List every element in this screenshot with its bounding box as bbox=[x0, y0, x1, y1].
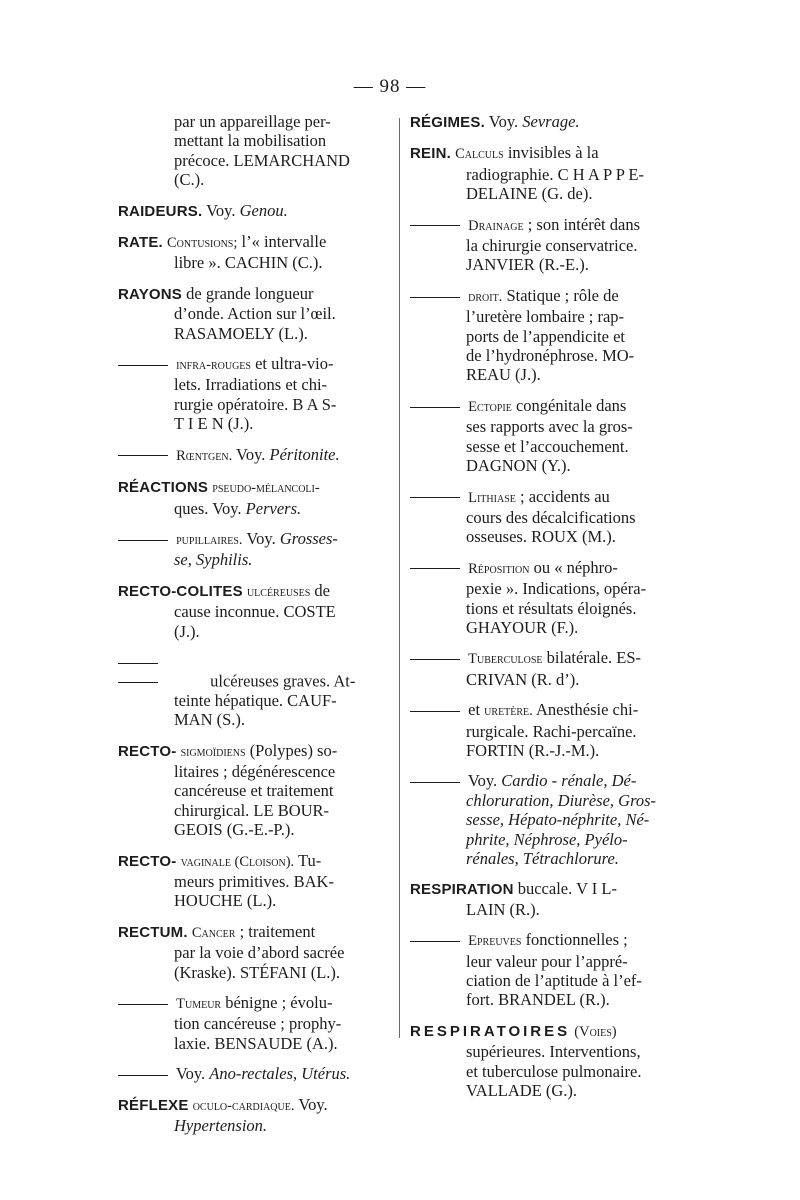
entry-text: ses rapports avec la gros- bbox=[466, 417, 633, 437]
entry-line bbox=[410, 1081, 678, 1100]
entry-line bbox=[410, 971, 678, 990]
entry-subject: Calculs bbox=[455, 146, 504, 163]
right-entry bbox=[410, 558, 678, 638]
entry-line bbox=[118, 762, 390, 781]
entry-text: fort. BRANDEL (R.). bbox=[466, 990, 610, 1010]
entry-reference: Ano-rectales, Utérus. bbox=[209, 1064, 351, 1084]
left-entry bbox=[118, 1064, 390, 1083]
entry-reference: Sevrage. bbox=[522, 112, 580, 131]
entry-line bbox=[118, 1034, 390, 1053]
entry-line bbox=[118, 499, 390, 518]
entry-subject: Drainage bbox=[468, 217, 524, 234]
entry-line bbox=[410, 184, 678, 203]
entry-text: cours des décalcifications bbox=[466, 507, 636, 527]
entry-line bbox=[118, 622, 390, 641]
entry-text: Voy. bbox=[175, 1064, 206, 1084]
entry-text: de l’hydronéphrose. MO- bbox=[466, 346, 635, 366]
entry-text: Statique ; rôle de bbox=[506, 285, 619, 305]
entry-text: (Polypes) so- bbox=[249, 740, 338, 760]
entry-text: teinte hépatique. CAUF- bbox=[174, 690, 337, 710]
entry-text: REAU (J.). bbox=[466, 365, 541, 385]
entry-text: et bbox=[468, 700, 481, 720]
entry-headword: RAIDEURS. bbox=[118, 202, 203, 220]
entry-text: tion cancéreuse ; prophy- bbox=[174, 1014, 342, 1034]
entry-text: supérieures. Interventions, bbox=[466, 1042, 641, 1062]
entry-text: par la voie d’abord sacrée bbox=[174, 943, 345, 963]
ditto-dash bbox=[118, 540, 168, 541]
right-entry bbox=[410, 487, 678, 547]
entry-text: Voy. bbox=[298, 1094, 328, 1114]
entry-first-line bbox=[118, 529, 390, 550]
entry-subject: Ectopie bbox=[468, 398, 512, 415]
entry-text: GHAYOUR (F.). bbox=[466, 617, 579, 637]
entry-text: sesse et l’accouchement. bbox=[466, 436, 629, 456]
entry-line: phrite, Néphrose, Pyélo- bbox=[466, 829, 628, 849]
entry-text: ; son intérêt dans bbox=[527, 214, 640, 234]
ditto-dash bbox=[118, 1075, 168, 1076]
entry-line bbox=[118, 304, 390, 323]
left-entry bbox=[118, 741, 390, 840]
entry-reference: Cardio - rénale, Dé- bbox=[501, 771, 637, 791]
entry-headword: RÉACTIONS bbox=[118, 479, 209, 497]
right-entry bbox=[410, 215, 678, 275]
entry-subject: pupillaires. bbox=[176, 531, 243, 548]
entry-text: DELAINE (G. de). bbox=[466, 184, 593, 204]
right-entry bbox=[410, 700, 678, 760]
entry-line: précoce. LEMARCHAND bbox=[174, 150, 350, 170]
entry-subject: Rœntgen. bbox=[176, 447, 233, 464]
left-entry bbox=[118, 477, 390, 518]
entry-first-line bbox=[410, 771, 678, 790]
left-entry bbox=[118, 1095, 390, 1136]
entry-line bbox=[118, 820, 390, 839]
ditto-dash bbox=[410, 711, 460, 712]
ditto-dash bbox=[410, 225, 460, 226]
column-divider bbox=[399, 118, 400, 1038]
entry-line bbox=[410, 417, 678, 436]
entry-first-line bbox=[410, 286, 678, 307]
entry-line bbox=[410, 1062, 678, 1081]
entry-line bbox=[410, 437, 678, 456]
entry-first-line bbox=[118, 1064, 390, 1083]
entry-first-line bbox=[118, 477, 390, 498]
entry-line bbox=[118, 691, 390, 710]
entry-line bbox=[410, 236, 678, 255]
entry-text: et ultra-vio- bbox=[255, 354, 334, 374]
entry-line bbox=[410, 741, 678, 760]
ditto-dash bbox=[118, 365, 168, 366]
entry-text: pexie ». Indications, opéra- bbox=[466, 579, 647, 599]
entry-text: chirurgical. LE BOUR- bbox=[174, 800, 330, 820]
entry-text: lets. Irradiations et chi- bbox=[174, 375, 328, 395]
entry-reference: Genou. bbox=[239, 200, 288, 220]
entry-line bbox=[410, 365, 678, 384]
entry-text: HOUCHE (L.). bbox=[174, 891, 277, 911]
entry-line: (C.). bbox=[174, 170, 205, 190]
ditto-dash bbox=[118, 455, 168, 456]
entry-text: bilatérale. ES- bbox=[546, 648, 642, 668]
left-column bbox=[118, 112, 390, 1146]
entry-subject: Cancer bbox=[191, 924, 236, 941]
left-entry bbox=[118, 284, 390, 343]
entry-line bbox=[410, 670, 678, 689]
entry-reference: Grosses- bbox=[279, 528, 338, 548]
entry-headword: RECTUM. bbox=[118, 923, 188, 941]
entry-text: congénitale dans bbox=[515, 395, 627, 415]
entry-subject: Tuberculose bbox=[468, 651, 543, 668]
entry-subject: Lithiase bbox=[468, 489, 516, 506]
entry-line bbox=[118, 710, 390, 729]
entry-text: leur valeur pour l’appré- bbox=[466, 951, 628, 971]
entry-line bbox=[118, 395, 390, 414]
entry-line bbox=[118, 963, 390, 982]
entry-text: ques. Voy. bbox=[174, 498, 246, 518]
entry-line bbox=[118, 324, 390, 343]
entry-line bbox=[410, 579, 678, 598]
entry-subject: oculo-cardiaque. bbox=[192, 1097, 295, 1114]
entry-text: de grande longueur bbox=[186, 283, 314, 303]
right-entry bbox=[410, 396, 678, 476]
entry-first-line bbox=[118, 652, 390, 691]
left-entry bbox=[118, 993, 390, 1053]
entry-subject: Tumeur bbox=[176, 996, 222, 1013]
ditto-dash bbox=[118, 652, 206, 691]
entry-first-line bbox=[118, 851, 390, 872]
page-number: — 98 — bbox=[353, 76, 427, 97]
left-entry bbox=[118, 112, 390, 190]
entry-text: Anesthésie chi- bbox=[536, 700, 639, 720]
entry-text: invisibles à la bbox=[507, 143, 599, 163]
entry-headword: RESPIRATOIRES bbox=[410, 1022, 571, 1040]
entry-first-line bbox=[410, 143, 678, 164]
entry-text: litaires ; dégénérescence bbox=[174, 761, 336, 781]
entry-line bbox=[410, 307, 678, 326]
left-entry bbox=[118, 354, 390, 434]
entry-text: Voy. bbox=[236, 444, 266, 464]
entry-line bbox=[410, 952, 678, 971]
entry-headword: RESPIRATION bbox=[410, 881, 514, 899]
entry-line bbox=[410, 1042, 678, 1061]
right-entry bbox=[410, 112, 678, 132]
right-column bbox=[410, 112, 678, 1111]
entry-line bbox=[118, 414, 390, 433]
entry-text: Voy. bbox=[467, 771, 498, 791]
ditto-dash bbox=[410, 659, 460, 660]
entry-text: ; traitement bbox=[239, 921, 316, 941]
entry-text: GEOIS (G.-E.-P.). bbox=[174, 820, 295, 840]
entry-text: d’onde. Action sur l’œil. bbox=[174, 304, 336, 324]
entry-subject: Epreuves bbox=[468, 933, 522, 950]
entry-text: ou « néphro- bbox=[533, 557, 618, 577]
entry-line: Hypertension. bbox=[174, 1116, 268, 1136]
entry-line bbox=[118, 1014, 390, 1033]
entry-text: Tu- bbox=[298, 850, 322, 870]
entry-line bbox=[410, 346, 678, 365]
entry-line: sesse, Hépato-néphrite, Né- bbox=[466, 810, 650, 830]
entry-text: (J.). bbox=[174, 621, 200, 641]
entry-text: rurgicale. Rachi-percaïne. bbox=[466, 721, 637, 741]
entry-text: l’« intervalle bbox=[241, 232, 327, 252]
ditto-dash bbox=[410, 568, 460, 569]
entry-text: LAIN (R.). bbox=[466, 899, 540, 919]
entry-line bbox=[118, 801, 390, 820]
entry-text: FORTIN (R.-J.-M.). bbox=[466, 740, 600, 760]
entry-reference: Pervers. bbox=[245, 498, 302, 518]
entry-first-line bbox=[410, 879, 678, 899]
entry-subject: ulcéreuses bbox=[246, 583, 311, 600]
entry-subject: Réposition bbox=[468, 560, 530, 577]
entry-line bbox=[410, 722, 678, 741]
entry-text: DAGNON (Y.). bbox=[466, 456, 571, 476]
entry-text: cancéreuse et traitement bbox=[174, 781, 334, 801]
entry-subject: uretère. bbox=[484, 703, 533, 720]
entry-text: radiographie. C H A P P E- bbox=[466, 164, 644, 184]
entry-text: JANVIER (R.-E.). bbox=[466, 255, 589, 275]
entry-subject: Contusions; bbox=[167, 235, 238, 252]
left-entry bbox=[118, 922, 390, 982]
entry-subject: droit. bbox=[468, 288, 503, 305]
entry-line bbox=[410, 990, 678, 1009]
entry-text: osseuses. ROUX (M.). bbox=[466, 527, 616, 547]
entry-text: Voy. bbox=[246, 528, 276, 548]
entry-text: CRIVAN (R. d’). bbox=[466, 669, 580, 689]
entry-first-line bbox=[410, 648, 678, 669]
entry-text: cause inconnue. COSTE bbox=[174, 602, 336, 622]
entry-first-line bbox=[118, 201, 390, 221]
left-entry bbox=[118, 851, 390, 911]
entry-text: fonctionnelles ; bbox=[525, 930, 628, 950]
entry-line bbox=[410, 327, 678, 346]
entry-line bbox=[410, 165, 678, 184]
entry-text: l’uretère lombaire ; rap- bbox=[466, 307, 625, 327]
entry-subject: sigmoïdiens bbox=[180, 743, 246, 760]
entry-text: ports de l’appendicite et bbox=[466, 326, 625, 346]
entry-first-line bbox=[118, 741, 390, 762]
entry-line bbox=[410, 527, 678, 546]
ditto-dash bbox=[118, 1004, 168, 1005]
entry-headword: RECTO- bbox=[118, 852, 177, 870]
entry-first-line bbox=[410, 396, 678, 417]
entry-line bbox=[410, 456, 678, 475]
entry-subject: infra-rouges bbox=[176, 357, 251, 374]
entry-line bbox=[410, 618, 678, 637]
entry-subject: pseudo-mélancoli- bbox=[212, 480, 320, 497]
entry-first-line bbox=[410, 215, 678, 236]
entry-text: RASAMOELY (L.). bbox=[174, 323, 308, 343]
entry-first-line bbox=[410, 1021, 678, 1042]
entry-line bbox=[118, 375, 390, 394]
entry-first-line bbox=[410, 700, 678, 721]
ditto-dash bbox=[410, 941, 460, 942]
entry-first-line bbox=[118, 993, 390, 1014]
entry-line bbox=[410, 900, 678, 919]
entry-headword: RÉFLEXE bbox=[118, 1096, 189, 1114]
entry-text: Voy. bbox=[206, 200, 236, 220]
entry-text: de bbox=[314, 580, 330, 600]
entry-text: la chirurgie conservatrice. bbox=[466, 236, 638, 256]
left-entry bbox=[118, 652, 390, 730]
entry-line bbox=[118, 602, 390, 621]
entry-line bbox=[118, 891, 390, 910]
entry-first-line bbox=[118, 922, 390, 943]
entry-line bbox=[410, 508, 678, 527]
entry-text: T I E N (J.). bbox=[174, 414, 254, 434]
right-entry bbox=[410, 1021, 678, 1101]
entry-reference: Péritonite. bbox=[269, 444, 340, 464]
entry-text: VALLADE (G.). bbox=[466, 1081, 578, 1101]
entry-text: ciation de l’aptitude à l’ef- bbox=[466, 971, 642, 991]
entry-headword: RATE. bbox=[118, 234, 163, 252]
right-entry bbox=[410, 648, 678, 689]
right-entry bbox=[410, 286, 678, 385]
entry-line: rénales, Tétrachlorure. bbox=[466, 849, 619, 868]
entry-first-line bbox=[118, 581, 390, 602]
entry-line: se, Syphilis. bbox=[174, 550, 253, 570]
entry-line: mettant la mobilisation bbox=[174, 131, 327, 151]
left-entry bbox=[118, 445, 390, 466]
entry-headword: REIN. bbox=[410, 145, 452, 163]
right-entry bbox=[410, 930, 678, 1010]
entry-text: rurgie opératoire. B A S- bbox=[174, 394, 337, 414]
entry-text: libre ». CACHIN (C.). bbox=[174, 253, 323, 273]
entry-subject: vaginale (Cloison). bbox=[180, 853, 295, 870]
entry-text: bénigne ; évolu- bbox=[225, 993, 333, 1013]
entry-text: (Kraske). STÉFANI (L.). bbox=[174, 962, 341, 982]
entry-first-line bbox=[118, 354, 390, 375]
ditto-dash bbox=[410, 297, 460, 298]
right-entry bbox=[410, 771, 678, 868]
entry-text: buccale. V I L- bbox=[517, 879, 618, 899]
entry-line bbox=[410, 255, 678, 274]
entry-subject: (Voies) bbox=[574, 1023, 617, 1040]
entry-headword: RECTO-COLITES bbox=[118, 582, 243, 600]
right-entry bbox=[410, 879, 678, 919]
entry-first-line bbox=[410, 558, 678, 579]
right-entry bbox=[410, 143, 678, 203]
entry-first-line bbox=[410, 487, 678, 508]
entry-first-line bbox=[118, 1095, 390, 1116]
entry-headword: RAYONS bbox=[118, 285, 182, 303]
left-entry bbox=[118, 581, 390, 641]
entry-first-line bbox=[118, 232, 390, 253]
entry-headword: RÉGIMES. bbox=[410, 114, 485, 131]
entry-line: chloruration, Diurèse, Gros- bbox=[466, 790, 657, 810]
entry-first-line bbox=[410, 112, 678, 132]
ditto-dash bbox=[410, 782, 460, 783]
entry-line bbox=[410, 599, 678, 618]
ditto-dash bbox=[410, 497, 460, 498]
entry-text: et tuberculose pulmonaire. bbox=[466, 1061, 642, 1081]
left-entry bbox=[118, 529, 390, 570]
entry-text: Voy. bbox=[488, 112, 519, 131]
entry-line: par un appareillage per- bbox=[174, 112, 331, 131]
entry-line bbox=[118, 253, 390, 272]
entry-first-line bbox=[410, 930, 678, 951]
entry-text: tions et résultats éloignés. bbox=[466, 598, 637, 618]
entry-text: ; accidents au bbox=[520, 486, 610, 506]
entry-headword: RECTO- bbox=[118, 742, 177, 760]
entry-text: ulcéreuses graves. At- bbox=[210, 671, 356, 691]
left-entry bbox=[118, 232, 390, 273]
ditto-dash bbox=[410, 407, 460, 408]
entry-first-line bbox=[118, 284, 390, 304]
entry-line bbox=[118, 872, 390, 891]
entry-text: MAN (S.). bbox=[174, 710, 246, 730]
left-entry bbox=[118, 201, 390, 221]
entry-text: meurs primitives. BAK- bbox=[174, 872, 334, 891]
entry-line bbox=[118, 943, 390, 962]
entry-line bbox=[118, 781, 390, 800]
entry-first-line bbox=[118, 445, 390, 466]
entry-text: laxie. BENSAUDE (A.). bbox=[174, 1033, 338, 1053]
